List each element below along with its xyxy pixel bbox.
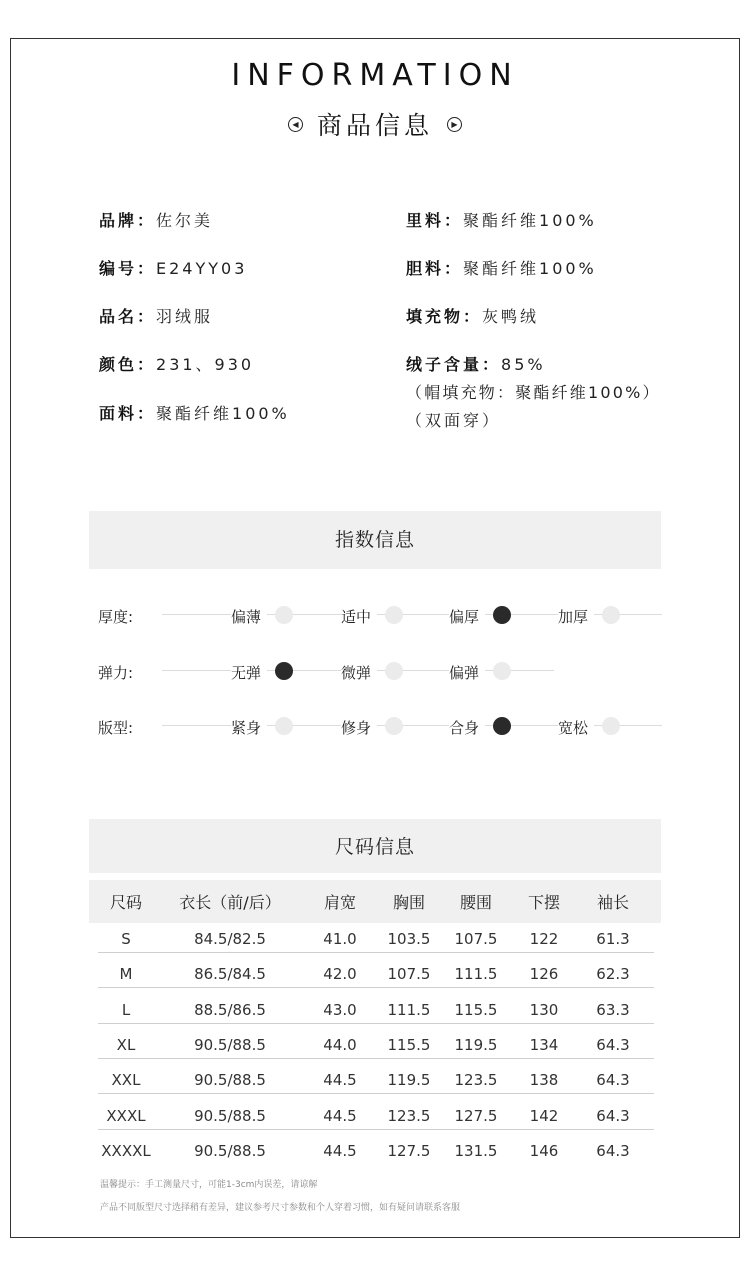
- size-cell: 138: [529, 1071, 559, 1090]
- size-cell: 119.5: [454, 1035, 498, 1054]
- option-extra-thick: 加厚: [558, 606, 594, 627]
- size-cell: 126: [529, 965, 559, 984]
- title-chinese: 商品信息: [316, 111, 433, 140]
- size-cell: 146: [529, 1141, 559, 1160]
- size-cell: 90.5/88.5: [194, 1071, 266, 1090]
- size-cell: 111.5: [387, 1000, 431, 1019]
- chevron-left-circle-icon: ◀: [288, 117, 303, 132]
- size-cell: 84.5/82.5: [194, 930, 266, 948]
- size-cell: 119.5: [387, 1071, 431, 1090]
- info-inner-value: 聚酯纤维100%: [463, 259, 597, 278]
- info-code: [99, 256, 247, 279]
- info-color: [99, 352, 254, 375]
- dot-slight-stretch: [385, 662, 403, 680]
- title-chinese-row: [0, 106, 750, 142]
- size-cell: 41.0: [323, 930, 357, 948]
- size-cell: 86.5/84.5: [194, 965, 266, 984]
- info-color-label: 颜色：: [99, 355, 157, 374]
- table-row-divider: [98, 1093, 654, 1094]
- info-down-value: 85%: [501, 355, 546, 374]
- table-row-divider: [98, 1058, 654, 1059]
- size-cell: 107.5: [387, 965, 431, 984]
- size-cell: 90.5/88.5: [194, 1141, 266, 1160]
- size-section-title: 尺码信息: [89, 819, 661, 873]
- size-cell: XXL: [111, 1071, 141, 1090]
- size-cell: XXXL: [106, 1106, 146, 1125]
- size-cell: 43.0: [323, 1000, 357, 1019]
- size-cell: 127.5: [454, 1106, 498, 1125]
- option-slim: 修身: [341, 717, 377, 738]
- size-cell: 130: [529, 1000, 559, 1019]
- dot-stretchy: [493, 662, 511, 680]
- size-cell: 115.5: [454, 1000, 498, 1019]
- table-row-divider: [98, 1129, 654, 1130]
- size-header-sleeve: 袖长: [596, 893, 629, 912]
- index-label-fit: 版型:: [98, 719, 134, 737]
- size-header-hem: 下摆: [527, 893, 560, 912]
- size-cell: 64.3: [596, 1071, 630, 1090]
- dot-thin: [275, 606, 293, 624]
- size-cell: L: [121, 1000, 131, 1019]
- info-lining: [406, 208, 597, 231]
- size-cell: 90.5/88.5: [194, 1106, 266, 1125]
- size-cell: 61.3: [596, 930, 630, 948]
- size-cell: 122: [529, 930, 559, 948]
- info-down-note-hood: （帽填充物：聚酯纤维100%）: [406, 383, 661, 402]
- info-brand-value: 佐尔美: [156, 211, 214, 230]
- size-header-waist: 腰围: [459, 893, 492, 912]
- size-cell: 64.3: [596, 1141, 630, 1160]
- info-brand-label: 品牌：: [99, 211, 157, 230]
- size-cell: 111.5: [454, 965, 498, 984]
- info-fabric: [99, 401, 290, 424]
- dot-loose: [602, 717, 620, 735]
- index-label-thickness: 厚度:: [98, 608, 134, 626]
- dot-slim: [385, 717, 403, 735]
- option-stretchy: 偏弹: [449, 662, 485, 683]
- size-cell: 131.5: [454, 1141, 498, 1160]
- size-header-size: 尺码: [109, 893, 142, 912]
- size-cell: 64.3: [596, 1106, 630, 1125]
- size-cell: M: [119, 965, 133, 984]
- info-fabric-label: 面料：: [99, 404, 157, 423]
- option-slight-stretch: 微弹: [341, 662, 377, 683]
- option-loose: 宽松: [558, 717, 594, 738]
- option-medium: 适中: [341, 606, 377, 627]
- note-measure: 温馨提示：手工测量尺寸，可能1-3cm内误差，请谅解: [100, 1180, 318, 1190]
- index-label-elasticity: 弹力:: [98, 664, 134, 682]
- size-cell: 44.5: [323, 1071, 357, 1090]
- size-cell: XL: [116, 1035, 136, 1054]
- size-cell: 88.5/86.5: [194, 1000, 266, 1019]
- info-filling: [406, 304, 539, 327]
- info-filling-value: 灰鸭绒: [482, 307, 540, 326]
- info-code-value: E24YY03: [156, 259, 248, 278]
- size-cell: 127.5: [387, 1141, 431, 1160]
- info-name: [99, 304, 213, 327]
- size-cell: 63.3: [596, 1000, 630, 1019]
- dot-thick-selected: [493, 606, 511, 624]
- dot-extra-thick: [602, 606, 620, 624]
- option-regular: 合身: [449, 717, 485, 738]
- table-row-divider: [98, 952, 654, 953]
- title-english: INFORMATION: [231, 58, 519, 93]
- size-cell: 42.0: [323, 965, 357, 984]
- info-name-label: 品名：: [99, 307, 157, 326]
- size-header-shoulder: 肩宽: [323, 893, 356, 912]
- size-cell: 62.3: [596, 965, 630, 984]
- size-cell: 123.5: [387, 1106, 431, 1125]
- dot-medium: [385, 606, 403, 624]
- size-cell: 44.5: [323, 1106, 357, 1125]
- size-header-length: 衣长（前/后）: [179, 893, 281, 912]
- size-cell: 44.5: [323, 1141, 357, 1160]
- size-cell: 44.0: [323, 1035, 357, 1054]
- info-inner: [406, 256, 597, 279]
- info-fabric-value: 聚酯纤维100%: [156, 404, 290, 423]
- info-name-value: 羽绒服: [156, 307, 214, 326]
- size-cell: 90.5/88.5: [194, 1035, 266, 1054]
- note-fit-advice: 产品不同版型尺寸选择稍有差异，建议参考尺寸参数和个人穿着习惯，如有疑问请联系客服: [100, 1203, 461, 1213]
- info-lining-label: 里料：: [406, 211, 464, 230]
- size-cell: 134: [529, 1035, 559, 1054]
- info-code-label: 编号：: [99, 259, 157, 278]
- dot-tight: [275, 717, 293, 735]
- info-filling-label: 填充物：: [406, 307, 483, 326]
- option-tight: 紧身: [231, 717, 267, 738]
- size-cell: 142: [529, 1106, 559, 1125]
- size-cell: 115.5: [387, 1035, 431, 1054]
- dot-regular-selected: [493, 717, 511, 735]
- index-section-title: 指数信息: [89, 511, 661, 569]
- info-color-value: 231、930: [156, 355, 255, 374]
- option-thin: 偏薄: [231, 606, 267, 627]
- size-cell: 64.3: [596, 1035, 630, 1054]
- info-inner-label: 胆料：: [406, 259, 464, 278]
- info-down: [406, 352, 546, 375]
- info-down-note-reversible: （双面穿）: [406, 411, 502, 430]
- dot-no-stretch-selected: [275, 662, 293, 680]
- table-row-divider: [98, 1023, 654, 1024]
- size-header-chest: 胸围: [392, 893, 425, 912]
- chevron-right-circle-icon: ▶: [447, 117, 462, 132]
- table-row-divider: [98, 987, 654, 988]
- info-down-label: 绒子含量：: [406, 355, 502, 374]
- info-lining-value: 聚酯纤维100%: [463, 211, 597, 230]
- size-cell: 107.5: [454, 930, 498, 948]
- option-no-stretch: 无弹: [231, 662, 267, 683]
- size-cell: 103.5: [387, 930, 431, 948]
- option-thick: 偏厚: [449, 606, 485, 627]
- info-brand: [99, 208, 213, 231]
- size-cell: XXXXL: [101, 1141, 151, 1160]
- size-cell: 123.5: [454, 1071, 498, 1090]
- size-cell: S: [121, 930, 131, 948]
